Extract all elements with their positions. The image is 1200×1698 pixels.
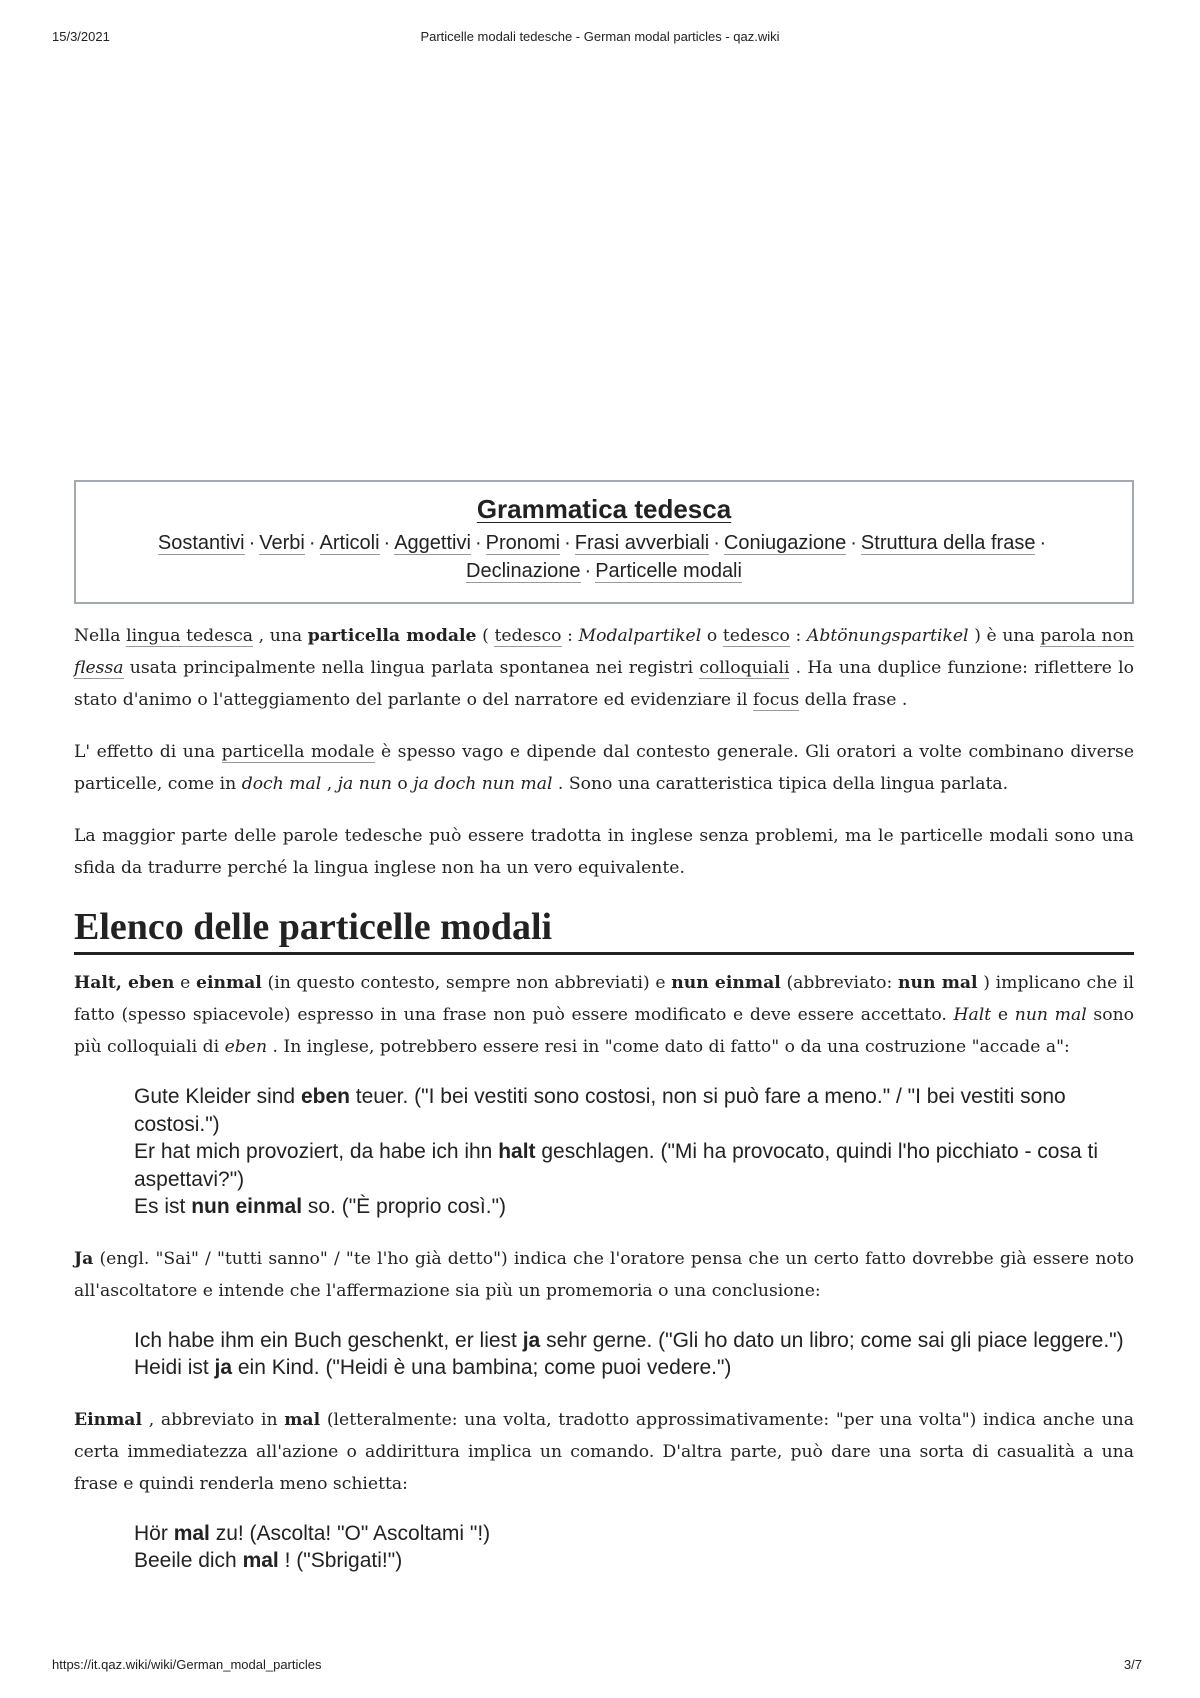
navbox-link-frasi-avverbiali[interactable]: Frasi avverbiali: [574, 532, 710, 554]
example-line: Heidi ist ja ein Kind. ("Heidi è una bambina; come puoi vedere."): [134, 1356, 732, 1379]
intro-paragraph-2: L' effetto di una particella modale è spesso vago e dipende dal contesto generale. Gli oratori a volte combinano diverse particelle, come in doch mal , ja nun o ja doch nun mal . Sono una caratteristica tipica della lingua parlata.: [74, 742, 1134, 794]
ja-examples: [134, 1327, 1134, 1382]
navbox-links: [76, 529, 1132, 585]
navbox-link-articoli[interactable]: Articoli: [319, 532, 380, 554]
navbox-grammatica: [74, 480, 1134, 604]
intro-paragraph-1: Nella lingua tedesca , una particella modale ( tedesco : Modalpartikel o tedesco : Abtönungspartikel ) è una parola non flessa usata principalmente nella lingua parlata spontanea nei registri colloquiali . Ha una duplice funzione: riflettere lo stato d'animo o l'atteggiamento del parlante o del narratore ed evidenziare il focus della frase .: [74, 626, 1135, 710]
link-flessa[interactable]: flessa: [74, 658, 124, 678]
separator: ·: [474, 532, 482, 554]
halt-examples: [134, 1083, 1134, 1221]
example-line: Ich habe ihm ein Buch geschenkt, er liest ja sehr gerne. ("Gli ho dato un libro; come sai gli piace leggere."): [134, 1328, 1124, 1352]
intro-paragraph-3: La maggior parte delle parole tedesche può essere tradotta in inglese senza problemi, ma le particelle modali sono una sfida da tradurre perché la lingua inglese non ha un vero equivalente.: [74, 826, 1134, 878]
separator: ·: [564, 532, 571, 554]
separator: ·: [584, 560, 592, 582]
example-line: Gute Kleider sind eben teuer. ("I bei vestiti sono costosi, non si può fare a meno." / "I bei vestiti sono costosi."): [134, 1085, 1066, 1136]
separator: ·: [713, 532, 720, 554]
example-line: Er hat mich provoziert, da habe ich ihn halt geschlagen. ("Mi ha provocato, quindi l'ho picchiato - cosa ti aspettavi?"): [134, 1140, 1098, 1191]
example-line: Hör mal zu! (Ascolta! "O" Ascoltami "!): [134, 1521, 491, 1545]
navbox-link-sostantivi[interactable]: Sostantivi: [157, 532, 245, 554]
navbox-link-pronomi[interactable]: Pronomi: [485, 532, 561, 554]
link-parola-non[interactable]: parola non: [1040, 626, 1135, 646]
navbox-link-coniugazione[interactable]: Coniugazione: [723, 532, 847, 554]
link-tedesco[interactable]: tedesco: [722, 626, 790, 646]
article-content: [74, 620, 1134, 1597]
einmal-paragraph: Einmal , abbreviato in mal (letteralmente: una volta, tradotto approssimativamente: "per una volta") indica anche una certa immediatezza all'azione o addirittura implica un comando. D'altra parte, può dare una sorta di casualità a una frase e quindi renderla meno schietta:: [74, 1409, 1134, 1494]
separator: ·: [383, 532, 391, 554]
einmal-examples: [134, 1520, 1134, 1575]
navbox-link-declinazione[interactable]: Declinazione: [466, 560, 581, 582]
separator: ·: [1039, 532, 1047, 554]
navbox-link-struttura-frase[interactable]: Struttura della frase: [860, 532, 1036, 554]
halt-eben-paragraph: Halt, eben e einmal (in questo contesto, sempre non abbreviati) e nun einmal (abbreviato: nun mal ) implicano che il fatto (spesso spiacevole) espresso in una frase non può essere modificato e deve essere accettato. Halt e nun mal sono più colloquiali di eben . In inglese, potrebbero essere resi in "come dato di fatto" o da una costruzione "accade a":: [74, 973, 1134, 1057]
print-page-number: 3/7: [1123, 1657, 1142, 1672]
separator: ·: [248, 532, 256, 554]
section-heading: Elenco delle particelle modali: [74, 904, 1134, 955]
link-tedesco[interactable]: tedesco: [494, 626, 562, 646]
navbox-title[interactable]: Grammatica tedesca: [476, 494, 732, 524]
print-url: https://it.qaz.wiki/wiki/German_modal_particles: [52, 1657, 322, 1672]
link-particella-modale[interactable]: particella modale: [221, 742, 375, 762]
separator: ·: [308, 532, 316, 554]
separator: ·: [850, 532, 857, 554]
example-line: Beeile dich mal ! ("Sbrigati!"): [134, 1549, 403, 1572]
navbox-link-verbi[interactable]: Verbi: [259, 532, 305, 554]
print-date: 15/3/2021: [52, 29, 110, 44]
link-focus[interactable]: focus: [752, 690, 800, 710]
navbox-link-particelle-modali[interactable]: Particelle modali: [595, 560, 742, 582]
ja-paragraph: Ja (engl. "Sai" / "tutti sanno" / "te l'ho già detto") indica che l'oratore pensa che un certo fatto dovrebbe già essere noto all'ascoltatore e intende che l'affermazione sia più un promemoria o una conclusione:: [74, 1248, 1134, 1301]
link-lingua-tedesca[interactable]: lingua tedesca: [126, 626, 254, 646]
link-colloquiali[interactable]: colloquiali: [699, 658, 790, 678]
example-line: Es ist nun einmal so. ("È proprio così."): [134, 1195, 507, 1218]
print-page-title: Particelle modali tedesche - German modal particles - qaz.wiki: [420, 29, 780, 44]
navbox-link-aggettivi[interactable]: Aggettivi: [394, 532, 471, 554]
